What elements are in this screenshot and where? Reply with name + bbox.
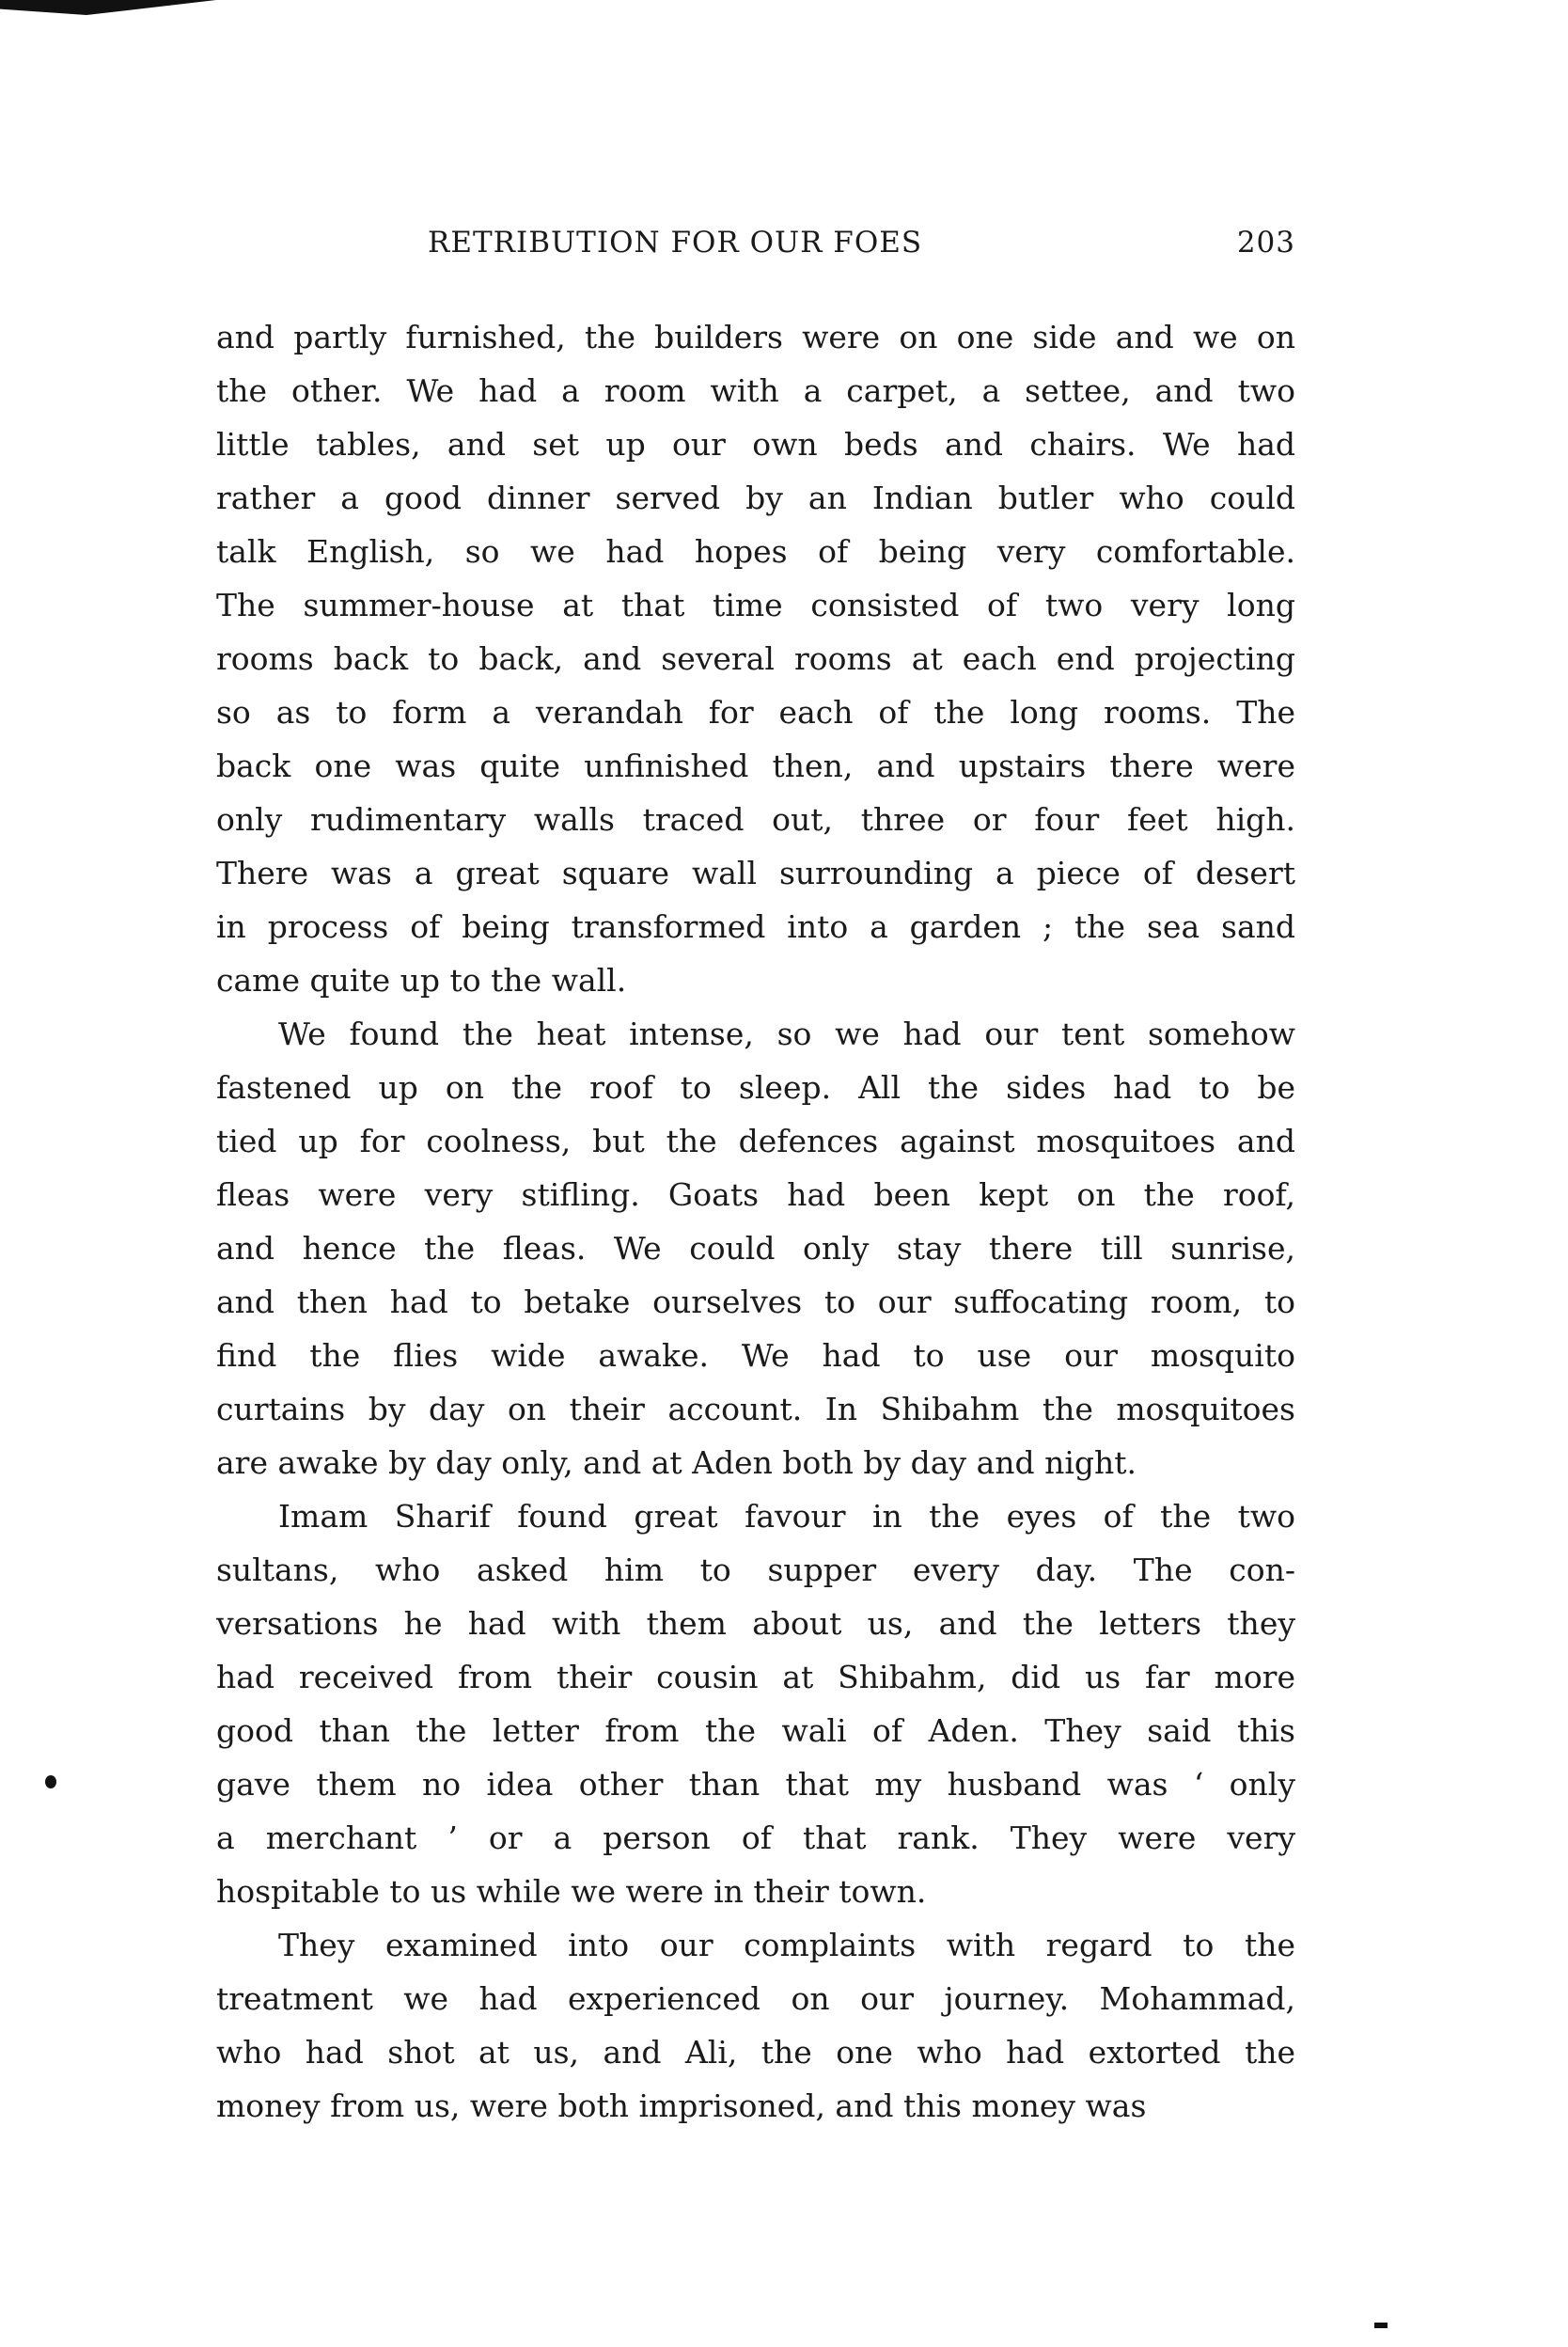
body-text xyxy=(216,310,1295,2133)
text-line: money from us, were both imprisoned, and this money was xyxy=(216,2087,1147,2124)
text-line: back one was quite unfinished then, and upstairs there were xyxy=(216,748,1295,784)
text-line: little tables, and set up our own beds and chairs. We had xyxy=(216,426,1295,463)
page-number: 203 xyxy=(1236,226,1295,260)
text-line: are awake by day only, and at Aden both by day and night. xyxy=(216,1444,1137,1481)
running-title: RETRIBUTION FOR OUR FOES xyxy=(428,226,923,260)
text-line: There was a great square wall surrounding a piece of desert xyxy=(216,855,1295,891)
text-line: good than the letter from the wali of Aden. They said this xyxy=(216,1712,1295,1749)
text-line: the other. We had a room with a carpet, a settee, and two xyxy=(216,372,1295,409)
text-line: and then had to betake ourselves to our suffocating room, to xyxy=(216,1284,1295,1320)
text-line: We found the heat intense, so we had our tent somehow xyxy=(278,1016,1295,1052)
text-line: find the flies wide awake. We had to use our mosquito xyxy=(216,1337,1295,1374)
scan-mark xyxy=(0,0,216,15)
text-line: so as to form a verandah for each of the long rooms. The xyxy=(216,694,1295,731)
paragraph xyxy=(216,1918,1295,2133)
text-line: tied up for coolness, but the defences against mosquitoes and xyxy=(216,1123,1295,1159)
paragraph xyxy=(216,1007,1295,1489)
text-line: They examined into our complaints with regard to the xyxy=(278,1927,1295,1963)
text-line: had received from their cousin at Shibahm, did us far more xyxy=(216,1659,1295,1695)
text-line: Imam Sharif found great favour in the eyes of the two xyxy=(278,1498,1295,1535)
text-line: only rudimentary walls traced out, three or four feet high. xyxy=(216,801,1295,838)
text-line: talk English, so we had hopes of being very comfortable. xyxy=(216,533,1295,570)
paragraph xyxy=(216,1489,1295,1918)
scan-mark xyxy=(45,1775,56,1788)
scan-mark xyxy=(1374,2323,1388,2328)
text-line: in process of being transformed into a garden ; the sea sand xyxy=(216,908,1295,945)
text-line: a merchant ’ or a person of that rank. They were very xyxy=(216,1819,1295,1856)
text-line: fleas were very stifling. Goats had been kept on the roof, xyxy=(216,1176,1295,1213)
text-line: gave them no idea other than that my husband was ‘ only xyxy=(216,1766,1295,1803)
text-line: who had shot at us, and Ali, the one who had extorted the xyxy=(216,2034,1295,2071)
text-line: versations he had with them about us, and the letters they xyxy=(216,1605,1295,1642)
text-line: rooms back to back, and several rooms at each end projecting xyxy=(216,640,1295,677)
text-line: curtains by day on their account. In Shibahm the mosquitoes xyxy=(216,1391,1295,1427)
text-line: hospitable to us while we were in their town. xyxy=(216,1873,927,1910)
text-line: treatment we had experienced on our journey. Mohammad, xyxy=(216,1980,1295,2017)
paragraph xyxy=(216,310,1295,1007)
text-line: came quite up to the wall. xyxy=(216,962,627,999)
text-line: and partly furnished, the builders were on one side and we on xyxy=(216,319,1295,355)
page-header xyxy=(216,226,1295,267)
text-line: fastened up on the roof to sleep. All the sides had to be xyxy=(216,1069,1295,1106)
text-line: sultans, who asked him to supper every day. The con- xyxy=(216,1552,1295,1588)
text-line: The summer-house at that time consisted of two very long xyxy=(216,587,1295,623)
text-line: and hence the fleas. We could only stay there till sunrise, xyxy=(216,1230,1295,1267)
text-line: rather a good dinner served by an Indian butler who could xyxy=(216,480,1295,516)
